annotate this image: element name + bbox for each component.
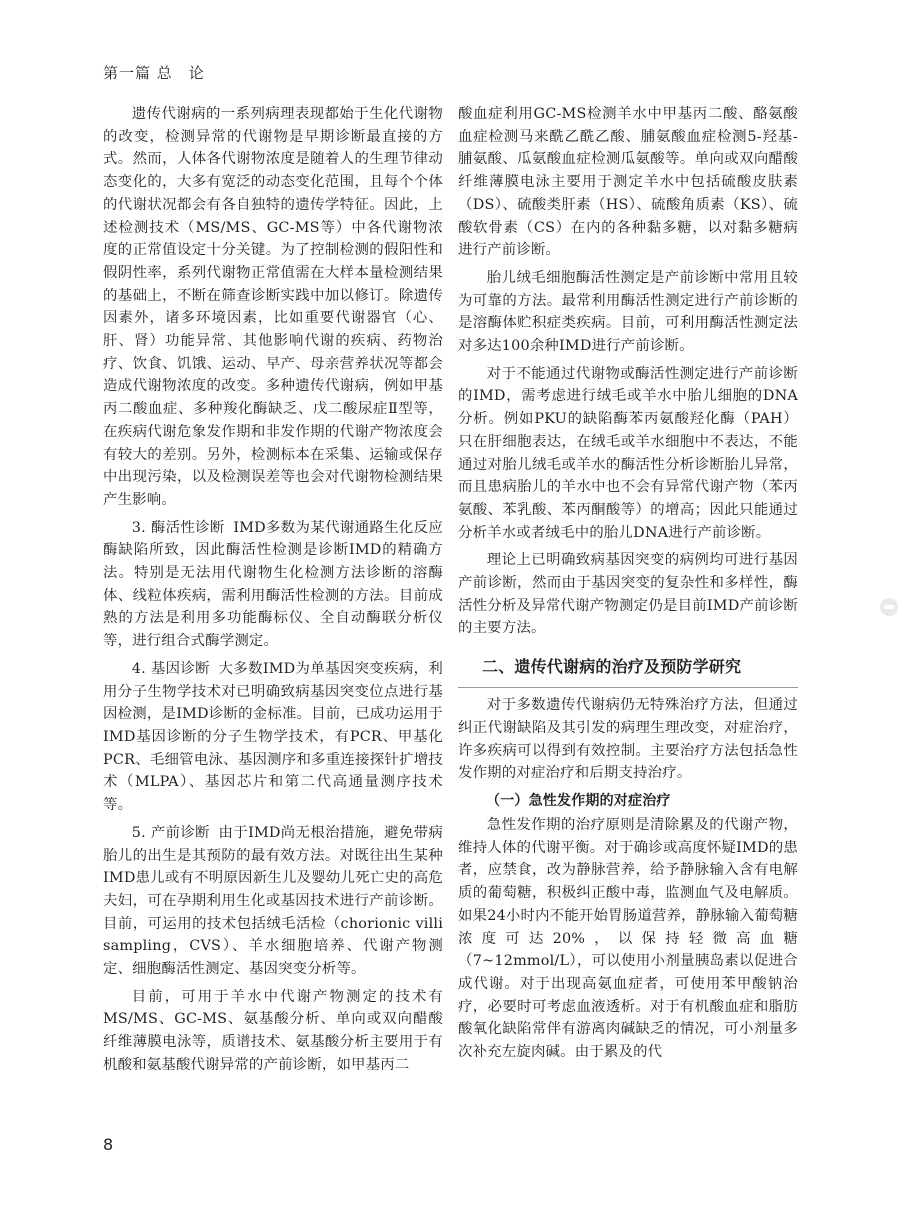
paragraph: 急性发作期的治疗原则是清除累及的代谢产物，维持人体的代谢平衡。对于确诊或高度怀疑IMD的患者，应禁食，改为静脉营养，给予静脉输入含有电解质的葡萄糖，积极纠正酸中毒，监测血气及电解质。如果24小时内不能开始胃肠道营养，静脉输入葡萄糖浓度可达20%，以保持轻微高血糖（7~12mmol/L），可以使用小剂量胰岛素以促进合成代谢。对于出现高氨血症者，可使用苯甲酸钠治疗，必要时可考虑血液透析。对于有机酸血症和脂肪酸氧化缺陷常伴有游离肉碱缺乏的情况，可小剂量多次补充左旋肉碱。由于累及的代	[458, 816, 798, 1061]
paragraph: 胎儿绒毛细胞酶活性测定是产前诊断中常用且较为可靠的方法。最常利用酶活性测定进行产前诊断的是溶酶体贮积症类疾病。目前，可利用酶活性测定法对多达100余种IMD进行产前诊断。	[458, 269, 798, 355]
paragraph-prenatal-diagnosis	[103, 822, 443, 981]
paragraph: 理论上已明确致病基因突变的病例均可进行基因产前诊断，然而由于基因突变的复杂性和多样性，酶活性分析及异常代谢产物测定仍是目前IMD产前诊断的主要方法。	[458, 552, 798, 637]
running-head: 第一篇 总 论	[103, 64, 205, 82]
page-number: 8	[103, 1135, 114, 1154]
paragraph: 对于多数遗传代谢病仍无特殊治疗方法，但通过纠正代谢缺陷及其引发的病理生理改变，对症治疗，许多疾病可以得到有效控制。主要治疗方法包括急性发作期的对症治疗和后期支持治疗。	[458, 697, 798, 782]
item-lead: 5. 产前诊断	[131, 824, 210, 841]
section-rule	[458, 687, 798, 688]
paragraph: 目前，可用于羊水中代谢产物测定的技术有MS/MS、GC-MS、氨基酸分析、单向或双向醋酸纤维薄膜电泳等，质谱技术、氨基酸分析主要用于有机酸和氨基酸代谢异常的产前诊断，如甲基丙二	[103, 988, 443, 1073]
paragraph: 酸血症利用GC-MS检测羊水中甲基丙二酸、酪氨酸血症检测马来酰乙酰乙酸、脯氨酸血症检测5-羟基-脯氨酸、瓜氨酸血症检测瓜氨酸等。单向或双向醋酸纤维薄膜电泳主要用于测定羊水中包括硫酸皮肤素（DS）、硫酸类肝素（HS）、硫酸角质素（KS）、硫酸软骨素（CS）在内的各种黏多糖，以对黏多糖病进行产前诊断。	[458, 106, 798, 259]
item-text: 由于IMD尚无根治措施，避免带病胎儿的出生是其预防的最有效方法。对既往出生某种IMD患儿或有不明原因新生儿及婴幼儿死亡史的高危夫妇，可在孕期利用生化或基因技术进行产前诊断。目前，可运用的技术包括绒毛活检（chorionic villi sampling，CVS）、羊水细胞培养、代谢产物测定、细胞酶活性测定、基因突变分析等。	[103, 824, 443, 978]
section-heading	[458, 656, 798, 678]
item-lead: 4. 基因诊断	[131, 660, 210, 677]
paragraph: 遗传代谢病的一系列病理表现都始于生化代谢物的改变，检测异常的代谢物是早期诊断最直接的方式。然而，人体各代谢物浓度是随着人的生理节律动态变化的，大多有宽泛的动态变化范围，且每个个体的代谢状况都会有各自独特的遗传学特征。因此，上述检测技术（MS/MS、GC-MS等）中各代谢物浓度的正常值设定十分关键。为了控制检测的假阳性和假阴性率，系列代谢物正常值需在大样本量检测结果的基础上，不断在筛查诊断实践中加以修订。除遗传因素外，诸多环境因素，比如重要代谢器官（心、肝、肾）功能异常、其他影响代谢的疾病、药物治疗、饮食、饥饿、运动、早产、母亲营养状况等都会造成代谢物浓度的改变。多种遗传代谢病，例如甲基丙二酸血症、多种羧化酶缺乏、戊二酸尿症Ⅱ型等，在疾病代谢危象发作期和非发作期的代谢产物浓度会有较大的差别。另外，检测标本在采集、运输或保存中出现污染，以及检测误差等也会对代谢物检测结果产生影响。	[103, 106, 443, 508]
right-column	[458, 103, 798, 1069]
left-column	[103, 103, 443, 1082]
paragraph: 对于不能通过代谢物或酶活性测定进行产前诊断的IMD，需考虑进行绒毛或羊水中胎儿细胞的DNA分析。例如PKU的缺陷酶苯丙氨酸羟化酶（PAH）只在肝细胞表达，在绒毛或羊水细胞中不表达，不能通过对胎儿绒毛或羊水的酶活性分析诊断胎儿异常，而且患病胎儿的羊水中也不会有异常代谢产物（苯丙氨酸、苯乳酸、苯丙酮酸等）的增高；因此只能通过分析羊水或者绒毛中的胎儿DNA进行产前诊断。	[458, 365, 798, 541]
item-text: 大多数IMD为单基因突变疾病，利用分子生物学技术对已明确致病基因突变位点进行基因检测，是IMD诊断的金标准。目前，已成功运用于IMD基因诊断的分子生物学技术，有PCR、甲基化PCR、毛细管电泳、基因测序和多重连接探针扩增技术（MLPA）、基因芯片和第二代高通量测序技术等。	[103, 660, 443, 814]
item-lead: 3. 酶活性诊断	[131, 519, 225, 536]
page-edge-mark	[880, 598, 898, 616]
subsection-heading: （一）急性发作期的对症治疗	[486, 792, 671, 809]
paragraph-enzyme-activity	[103, 517, 443, 653]
item-text: IMD多数为某代谢通路生化反应酶缺陷所致，因此酶活性检测是诊断IMD的精确方法。特别是无法用代谢物生化检测方法诊断的溶酶体、线粒体疾病，需利用酶活性检测的方法。目前成熟的方法是利用多功能酶标仪、全自动酶联分析仪等，进行组合式酶学测定。	[103, 519, 443, 650]
paragraph-gene-diagnosis	[103, 658, 443, 817]
section-heading-text: 二、遗传代谢病的治疗及预防学研究	[482, 657, 742, 677]
